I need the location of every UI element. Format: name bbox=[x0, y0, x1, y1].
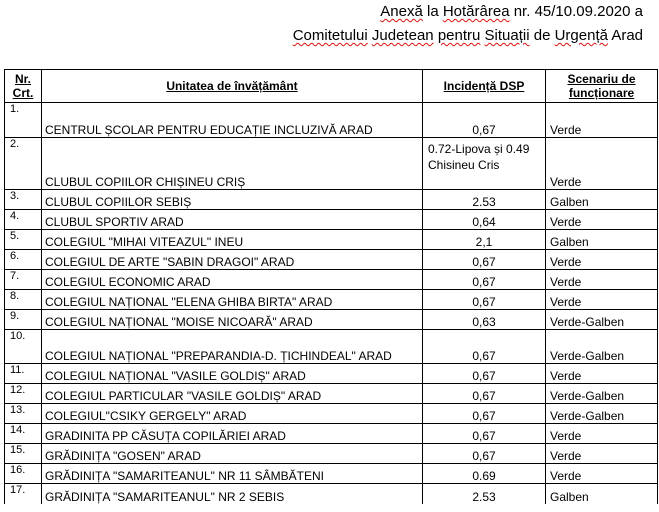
la-word: la bbox=[426, 3, 439, 20]
cell-scenariu: Verde-Galben bbox=[546, 404, 658, 424]
table-row bbox=[5, 404, 658, 424]
emergency-word: Urgență bbox=[554, 27, 608, 44]
situations-word: Situații bbox=[484, 27, 530, 44]
table-row bbox=[5, 464, 658, 484]
cell-incidenta: 0,63 bbox=[423, 310, 546, 330]
cell-unitate: CENTRUL ȘCOLAR PENTRU EDUCAȚIE INCLUZIVĂ ARAD bbox=[42, 103, 423, 138]
col-header-nr: Nr. Crt. bbox=[5, 70, 42, 103]
cell-scenariu: Verde bbox=[546, 138, 658, 190]
cell-incidenta: 0,67 bbox=[423, 270, 546, 290]
cell-scenariu: Verde bbox=[546, 464, 658, 484]
cell-unitate: GRĂDINIȚA "GOSEN" ARAD bbox=[42, 444, 423, 464]
table-row bbox=[5, 250, 658, 270]
cell-scenariu: Verde-Galben bbox=[546, 330, 658, 364]
cell-incidenta: 0,67 bbox=[423, 250, 546, 270]
cell-nr: 14. bbox=[5, 424, 42, 444]
cell-nr: 3. bbox=[5, 190, 42, 210]
table-row bbox=[5, 444, 658, 464]
cell-nr: 1. bbox=[5, 103, 42, 138]
cell-nr: 5. bbox=[5, 230, 42, 250]
table-row bbox=[5, 484, 658, 504]
cell-scenariu: Verde bbox=[546, 210, 658, 230]
cell-incidenta: 2,1 bbox=[423, 230, 546, 250]
annex-word: Anexă bbox=[380, 3, 423, 20]
cell-unitate: COLEGIUL NAȚIONAL "MOISE NICOARĂ" ARAD bbox=[42, 310, 423, 330]
table-row bbox=[5, 230, 658, 250]
cell-nr: 11. bbox=[5, 364, 42, 384]
cell-scenariu: Verde bbox=[546, 103, 658, 138]
cell-scenariu: Verde bbox=[546, 444, 658, 464]
cell-unitate: GRĂDINIȚA "SAMARITEANUL" NR 2 SEBIS bbox=[42, 484, 423, 504]
cell-incidenta: 2.53 bbox=[423, 484, 546, 504]
col-header-unitate: Unitatea de învățământ bbox=[42, 70, 423, 103]
cell-scenariu: Verde-Galben bbox=[546, 384, 658, 404]
cell-nr: 17. bbox=[5, 484, 42, 504]
cell-nr: 8. bbox=[5, 290, 42, 310]
cell-nr: 9. bbox=[5, 310, 42, 330]
cell-incidenta: 0.69 bbox=[423, 464, 546, 484]
cell-scenariu: Verde bbox=[546, 290, 658, 310]
table-row bbox=[5, 270, 658, 290]
cell-nr: 16. bbox=[5, 464, 42, 484]
table-row bbox=[5, 138, 658, 190]
col-header-incidenta: Incidență DSP bbox=[423, 70, 546, 103]
cell-nr: 10. bbox=[5, 330, 42, 364]
cell-unitate: CLUBUL COPIILOR CHIȘINEU CRIȘ bbox=[42, 138, 423, 190]
arad-word: Arad bbox=[611, 27, 643, 44]
col-header-scenariu: Scenariu de funcționare bbox=[546, 70, 658, 103]
table-row bbox=[5, 424, 658, 444]
cell-incidenta: 0,67 bbox=[423, 364, 546, 384]
annex-title-line-1 bbox=[380, 3, 643, 21]
of-word: de bbox=[533, 27, 551, 44]
cell-incidenta: 0.72-Lipova și 0.49 Chisineu Cris bbox=[423, 138, 546, 190]
county-word: Judetean bbox=[371, 27, 434, 44]
for-word: pentru bbox=[437, 27, 481, 44]
cell-nr: 4. bbox=[5, 210, 42, 230]
cell-unitate: COLEGIUL "MIHAI VITEAZUL" INEU bbox=[42, 230, 423, 250]
table-row bbox=[5, 310, 658, 330]
cell-unitate: GRADINITA PP CĂSUȚA COPILĂRIEI ARAD bbox=[42, 424, 423, 444]
cell-unitate: COLEGIUL NAȚIONAL "VASILE GOLDIȘ" ARAD bbox=[42, 364, 423, 384]
decision-number: nr. 45/10.09.2020 a bbox=[513, 3, 643, 20]
cell-scenariu: Galben bbox=[546, 484, 658, 504]
cell-nr: 7. bbox=[5, 270, 42, 290]
cell-nr: 15. bbox=[5, 444, 42, 464]
cell-unitate: COLEGIUL NAȚIONAL "PREPARANDIA-D. ȚICHINDEAL" ARAD bbox=[42, 330, 423, 364]
cell-incidenta: 2.53 bbox=[423, 190, 546, 210]
cell-unitate: COLEGIUL NAȚIONAL "ELENA GHIBA BIRTA" ARAD bbox=[42, 290, 423, 310]
cell-incidenta: 0,67 bbox=[423, 424, 546, 444]
cell-unitate: COLEGIUL PARTICULAR "VASILE GOLDIȘ" ARAD bbox=[42, 384, 423, 404]
table-row bbox=[5, 364, 658, 384]
cell-unitate: COLEGIUL ECONOMIC ARAD bbox=[42, 270, 423, 290]
cell-scenariu: Verde bbox=[546, 424, 658, 444]
cell-nr: 12. bbox=[5, 384, 42, 404]
cell-incidenta: 0,67 bbox=[423, 444, 546, 464]
cell-scenariu: Verde bbox=[546, 270, 658, 290]
table-header-row bbox=[5, 70, 658, 103]
cell-incidenta: 0,67 bbox=[423, 103, 546, 138]
cell-scenariu: Verde-Galben bbox=[546, 310, 658, 330]
table-row bbox=[5, 330, 658, 364]
table-row bbox=[5, 384, 658, 404]
table-row bbox=[5, 290, 658, 310]
cell-nr: 13. bbox=[5, 404, 42, 424]
cell-incidenta: 0,67 bbox=[423, 330, 546, 364]
table-row bbox=[5, 103, 658, 138]
cell-unitate: CLUBUL SPORTIV ARAD bbox=[42, 210, 423, 230]
cell-scenariu: Verde bbox=[546, 364, 658, 384]
cell-unitate: COLEGIUL DE ARTE "SABIN DRAGOI" ARAD bbox=[42, 250, 423, 270]
cell-nr: 2. bbox=[5, 138, 42, 190]
cell-scenariu: Galben bbox=[546, 230, 658, 250]
table-row bbox=[5, 190, 658, 210]
schools-table bbox=[4, 69, 658, 504]
decision-word: Hotărârea bbox=[442, 3, 510, 20]
cell-unitate: COLEGIUL"CSIKY GERGELY" ARAD bbox=[42, 404, 423, 424]
cell-scenariu: Verde bbox=[546, 250, 658, 270]
cell-incidenta: 0,67 bbox=[423, 404, 546, 424]
cell-incidenta: 0,64 bbox=[423, 210, 546, 230]
cell-unitate: CLUBUL COPIILOR SEBIȘ bbox=[42, 190, 423, 210]
cell-incidenta: 0,67 bbox=[423, 290, 546, 310]
table-row bbox=[5, 210, 658, 230]
annex-title-line-2 bbox=[293, 27, 643, 45]
committee-word: Comitetului bbox=[292, 27, 368, 44]
cell-incidenta: 0,67 bbox=[423, 384, 546, 404]
cell-nr: 6. bbox=[5, 250, 42, 270]
cell-unitate: GRĂDINIȚA "SAMARITEANUL" NR 11 SÂMBĂTENI bbox=[42, 464, 423, 484]
cell-scenariu: Galben bbox=[546, 190, 658, 210]
